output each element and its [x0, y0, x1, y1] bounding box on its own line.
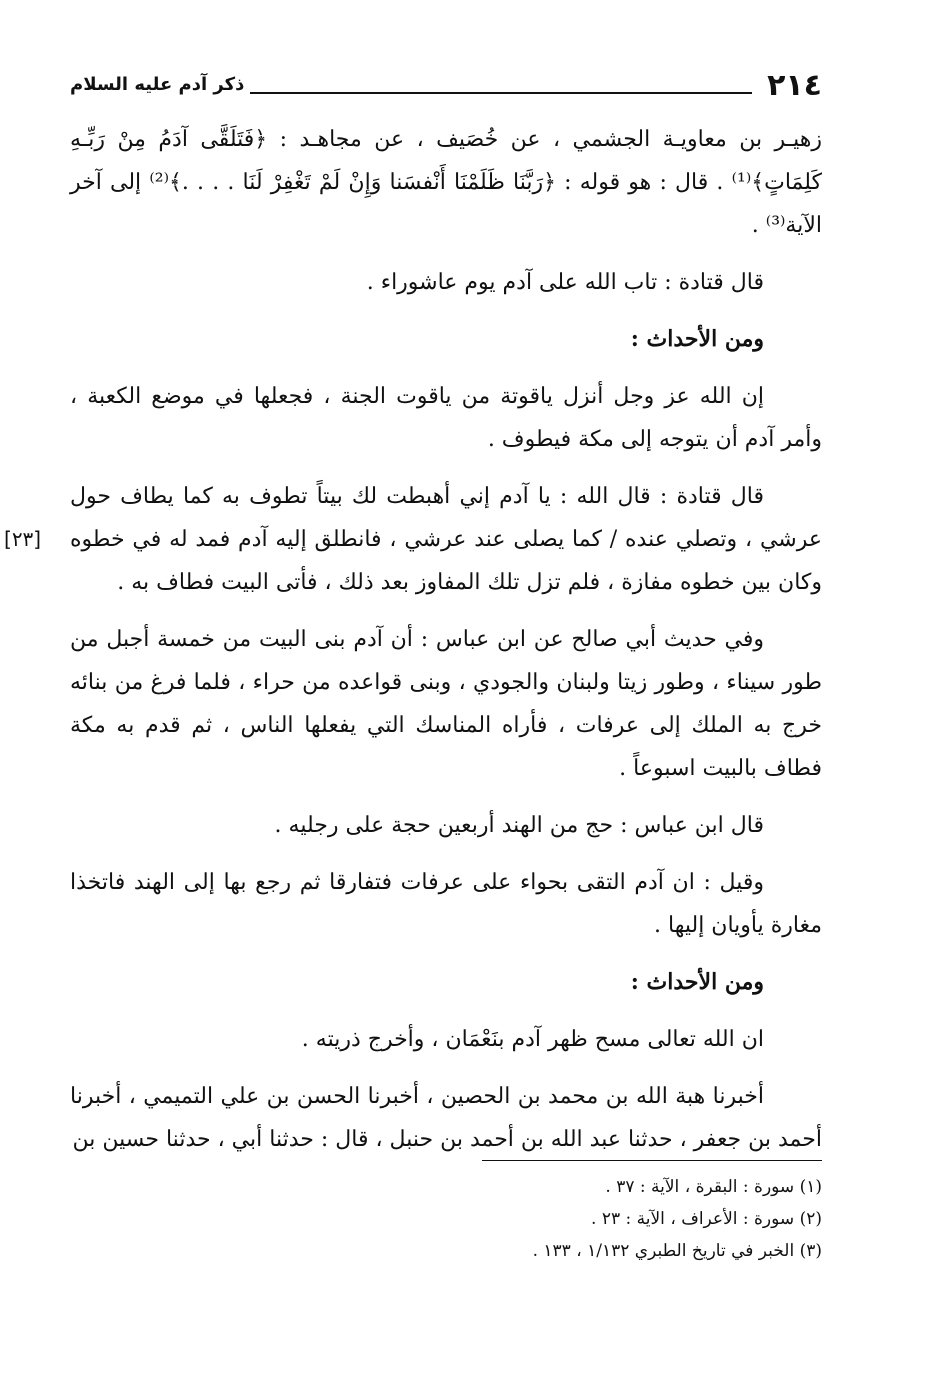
- margin-note: [٢٣]: [4, 527, 42, 551]
- paragraph-3: إن الله عز وجل أنزل ياقوتة من ياقوت الجنة ، فجعلها في موضع الكعبة ، وأمر آدم أن يتوجه إلى مكة فيطوف .: [70, 384, 822, 452]
- footnote-3: (٣) الخبر في تاريخ الطبري ١/١٣٢ ، ١٣٣ .: [532, 1241, 822, 1261]
- footnote-rule: [482, 1160, 822, 1161]
- section-heading-1: ومن الأحداث :: [630, 326, 764, 352]
- paragraph-8: ان الله تعالى مسح ظهر آدم بنَعْمَان ، وأخرج ذريته .: [301, 1027, 764, 1052]
- paragraph-7: وقيل : ان آدم التقى بحواء على عرفات فتفارقا ثم رجع بها إلى الهند فاتخذا مغارة يأويان إليها .: [70, 870, 822, 938]
- footnotes: [70, 1160, 822, 1267]
- page-body: [4, 118, 822, 1161]
- book-page: [4, 62, 822, 1175]
- paragraph-2: قال قتادة : تاب الله على آدم يوم عاشوراء .: [366, 270, 764, 295]
- footnote-2: (٢) سورة : الأعراف ، الآية : ٢٣ .: [591, 1209, 822, 1229]
- paragraph-4-wrap: [4, 475, 822, 604]
- running-title: ذكر آدم عليه السلام: [70, 74, 245, 95]
- header-rule: [250, 92, 752, 94]
- page-number: ٢١٤: [767, 68, 822, 103]
- paragraph-4: قال قتادة : قال الله : يا آدم إني أهبطت لك بيتاً تطوف به كما يطاف حول عرشي ، وتصلي عنده / كما يصلى عند عرشي ، فانطلق إليه آدم فمد له في خطوه وكان بين خطوه مفازة ، فلم تزل تلك المفاوز بعد ذلك ، فأتى البيت فطاف به .: [70, 484, 822, 595]
- footnote-1: (١) سورة : البقرة ، الآية : ٣٧ .: [605, 1177, 822, 1197]
- paragraph-6: قال ابن عباس : حج من الهند أربعين حجة على رجليه .: [274, 813, 764, 838]
- paragraph-5: وفي حديث أبي صالح عن ابن عباس : أن آدم بنى البيت من خمسة أجبل من طور سيناء ، وطور زيتا ولبنان والجودي ، وبنى قواعده من حراء ، فلما فرغ من بنائه خرج به الملك إلى عرفات ، فأراه المناسك التي يفعلها الناس ، ثم قدم به مكة فطاف بالبيت اسبوعاً .: [70, 627, 822, 781]
- paragraph-1: زهيـر بن معاويـة الجشمي ، عن خُصَيف ، عن مجاهـد : ﴿فَتَلَقَّى آدَمُ مِنْ رَبِّـهِ كَلِمَاتٍ﴾⁽¹⁾ . قال : هو قوله : ﴿رَبَّنَا ظَلَمْنَا أَنْفسَنا وَإِنْ لَمْ تَغْفِرْ لَنَا . . . .﴾⁽²⁾ إلى آخر الآية⁽³⁾ .: [70, 127, 822, 238]
- section-heading-2: ومن الأحداث :: [630, 969, 764, 995]
- page-header: [70, 62, 822, 102]
- paragraph-9: أخبرنا هبة الله بن محمد بن الحصين ، أخبرنا الحسن بن علي التميمي ، أخبرنا أحمد بن جعفر ، حدثنا عبد الله بن أحمد بن حنبل ، قال : حدثنا أبي ، حدثنا حسين بن: [70, 1084, 822, 1152]
